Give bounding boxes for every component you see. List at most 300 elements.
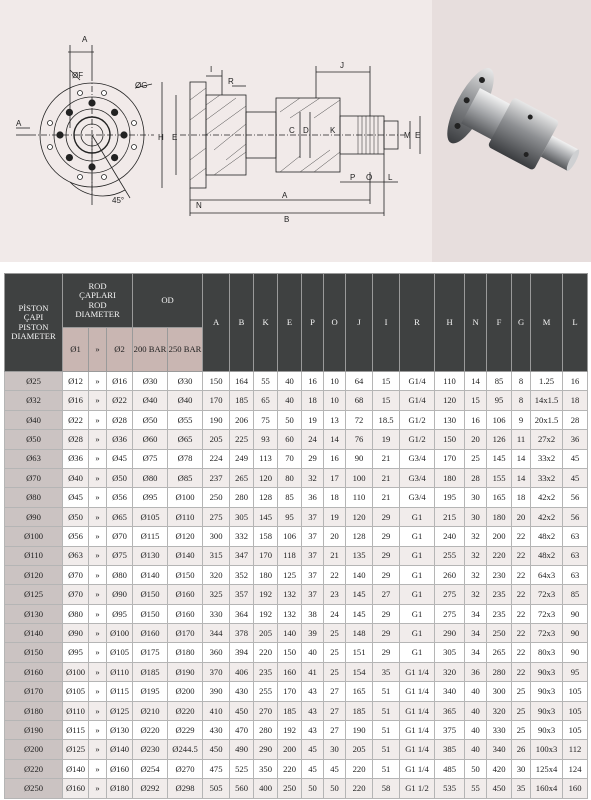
table-cell: 64 <box>346 372 373 391</box>
table-cell: 32 <box>302 468 324 487</box>
table-cell: 357 <box>230 585 254 604</box>
table-row <box>5 565 588 584</box>
table-cell: 140 <box>346 565 373 584</box>
table-cell: Ø200 <box>5 740 63 759</box>
table-cell: Ø70 <box>63 585 89 604</box>
table-cell: Ø55 <box>168 410 203 429</box>
table-cell: » <box>89 430 107 449</box>
table-cell: 95 <box>487 391 512 410</box>
table-row <box>5 546 588 565</box>
table-cell: » <box>89 546 107 565</box>
table-cell: 125 <box>278 565 302 584</box>
table-cell: 35 <box>373 662 400 681</box>
table-cell: 360 <box>203 643 230 662</box>
table-cell: 36 <box>563 430 588 449</box>
header-col-b: B <box>230 274 254 372</box>
table-cell: 200 <box>487 527 512 546</box>
table-cell: 33x2 <box>531 468 563 487</box>
table-cell: 32 <box>465 585 487 604</box>
table-cell: 50 <box>302 779 324 798</box>
header-col-a: A <box>203 274 230 372</box>
table-cell: 63 <box>563 565 588 584</box>
table-cell: Ø150 <box>133 585 168 604</box>
table-cell: Ø70 <box>63 565 89 584</box>
table-cell: 192 <box>278 721 302 740</box>
table-cell: » <box>89 410 107 429</box>
table-cell: 192 <box>254 604 278 623</box>
table-cell: Ø220 <box>168 701 203 720</box>
table-cell: 410 <box>203 701 230 720</box>
table-cell: Ø80 <box>133 468 168 487</box>
table-cell: Ø180 <box>107 779 133 798</box>
table-cell: 105 <box>563 682 588 701</box>
table-cell: 10 <box>324 391 346 410</box>
table-cell: 240 <box>435 527 465 546</box>
header-col-p: P <box>302 274 324 372</box>
table-cell: G1 <box>400 546 435 565</box>
table-cell: 95 <box>563 662 588 681</box>
table-cell: G1 <box>400 604 435 623</box>
table-cell: 205 <box>254 624 278 643</box>
table-cell: 14 <box>465 372 487 391</box>
table-cell: 265 <box>230 468 254 487</box>
table-cell: 20 <box>324 527 346 546</box>
table-cell: 106 <box>278 527 302 546</box>
table-cell: 390 <box>203 682 230 701</box>
table-cell: 50 <box>465 759 487 778</box>
table-cell: 290 <box>435 624 465 643</box>
table-cell: Ø36 <box>63 449 89 468</box>
table-cell: 406 <box>230 662 254 681</box>
table-cell: 230 <box>487 565 512 584</box>
label-e-right: E <box>415 131 421 140</box>
table-cell: 90 <box>563 624 588 643</box>
table-cell: 40 <box>465 740 487 759</box>
table-cell: 170 <box>278 682 302 701</box>
table-cell: 24 <box>302 430 324 449</box>
table-cell: 344 <box>203 624 230 643</box>
table-cell: 23 <box>324 585 346 604</box>
table-cell: 125x4 <box>531 759 563 778</box>
table-cell: 25 <box>465 449 487 468</box>
table-cell: Ø36 <box>107 430 133 449</box>
table-cell: 347 <box>230 546 254 565</box>
table-cell: Ø170 <box>168 624 203 643</box>
table-cell: 224 <box>203 449 230 468</box>
table-cell: Ø110 <box>168 507 203 526</box>
table-cell: G3/4 <box>400 449 435 468</box>
table-cell: 385 <box>435 740 465 759</box>
table-cell: Ø170 <box>5 682 63 701</box>
table-cell: 560 <box>230 779 254 798</box>
header-col-j: J <box>346 274 373 372</box>
table-cell: 475 <box>203 759 230 778</box>
table-cell: 154 <box>346 662 373 681</box>
table-cell: 450 <box>203 740 230 759</box>
table-cell: 43 <box>302 682 324 701</box>
table-cell: 29 <box>373 527 400 546</box>
table-cell: 21 <box>373 468 400 487</box>
table-cell: Ø40 <box>5 410 63 429</box>
table-cell: 43 <box>302 701 324 720</box>
table-row <box>5 507 588 526</box>
table-cell: 27 <box>324 682 346 701</box>
table-cell: 34 <box>465 643 487 662</box>
table-cell: 485 <box>435 759 465 778</box>
table-cell: 370 <box>203 662 230 681</box>
table-cell: 42x2 <box>531 507 563 526</box>
drawing-labels <box>16 35 420 224</box>
table-cell: 37 <box>302 546 324 565</box>
table-row <box>5 759 588 778</box>
table-cell: G3/4 <box>400 468 435 487</box>
table-cell: 375 <box>435 721 465 740</box>
table-cell: 37 <box>302 585 324 604</box>
table-cell: 132 <box>278 585 302 604</box>
table-cell: 151 <box>346 643 373 662</box>
table-cell: G1 <box>400 565 435 584</box>
table-cell: 535 <box>435 779 465 798</box>
table-cell: Ø150 <box>5 643 63 662</box>
header-col-e: E <box>278 274 302 372</box>
table-cell: 43 <box>302 721 324 740</box>
label-f: ØF <box>72 71 84 80</box>
table-cell: 63 <box>563 527 588 546</box>
table-cell: 38 <box>302 604 324 623</box>
label-o: O <box>366 173 373 182</box>
cylinder-drawing <box>0 0 432 262</box>
table-cell: 95 <box>278 507 302 526</box>
header-col-o: O <box>324 274 346 372</box>
table-cell: 50 <box>324 779 346 798</box>
table-cell: 18 <box>563 391 588 410</box>
header-col-k: K <box>254 274 278 372</box>
header-col-r: R <box>400 274 435 372</box>
table-cell: 220 <box>487 546 512 565</box>
table-cell: 128 <box>254 488 278 507</box>
label-a-bottom: A <box>282 191 288 200</box>
table-cell: Ø90 <box>63 624 89 643</box>
header-col-g: G <box>512 274 531 372</box>
table-cell: 29 <box>302 449 324 468</box>
table-cell: 70 <box>278 449 302 468</box>
table-cell: Ø28 <box>107 410 133 429</box>
table-cell: » <box>89 740 107 759</box>
table-cell: 150 <box>278 643 302 662</box>
table-cell: 72 <box>346 410 373 429</box>
table-cell: 185 <box>346 701 373 720</box>
table-cell: 65 <box>254 391 278 410</box>
table-cell: » <box>89 391 107 410</box>
table-cell: 36 <box>465 662 487 681</box>
table-cell: 249 <box>230 449 254 468</box>
table-cell: 17 <box>324 468 346 487</box>
table-cell: 56 <box>563 507 588 526</box>
header-col-i: I <box>373 274 400 372</box>
table-cell: 45 <box>302 759 324 778</box>
table-cell: » <box>89 604 107 623</box>
table-cell: 180 <box>487 507 512 526</box>
table-cell: 30 <box>465 488 487 507</box>
table-cell: 170 <box>435 449 465 468</box>
table-cell: 72x3 <box>531 604 563 623</box>
header-od: OD <box>133 274 203 328</box>
table-cell: Ø130 <box>107 721 133 740</box>
table-cell: 364 <box>230 604 254 623</box>
table-cell: Ø140 <box>5 624 63 643</box>
table-cell: 113 <box>254 449 278 468</box>
table-cell: G1 1/4 <box>400 701 435 720</box>
table-cell: Ø100 <box>168 488 203 507</box>
table-cell: 120 <box>346 507 373 526</box>
table-cell: 330 <box>487 721 512 740</box>
table-cell: 18.5 <box>373 410 400 429</box>
table-cell: 105 <box>563 701 588 720</box>
table-cell: 164 <box>230 372 254 391</box>
table-cell: 36 <box>302 488 324 507</box>
label-i: I <box>210 65 213 74</box>
table-cell: G1 <box>400 507 435 526</box>
table-cell: 72x3 <box>531 585 563 604</box>
table-cell: 100x3 <box>531 740 563 759</box>
table-cell: G1/4 <box>400 372 435 391</box>
table-cell: 128 <box>346 527 373 546</box>
table-cell: 85 <box>278 488 302 507</box>
table-cell: 13 <box>324 410 346 429</box>
table-cell: » <box>89 449 107 468</box>
table-cell: 255 <box>254 682 278 701</box>
table-cell: Ø120 <box>5 565 63 584</box>
table-row <box>5 662 588 681</box>
table-cell: 58 <box>373 779 400 798</box>
table-cell: 29 <box>373 604 400 623</box>
table-cell: 22 <box>512 585 531 604</box>
table-cell: » <box>89 721 107 740</box>
table-cell: 25 <box>324 624 346 643</box>
table-cell: Ø95 <box>63 643 89 662</box>
table-cell: 51 <box>373 682 400 701</box>
table-cell: 118 <box>278 546 302 565</box>
table-cell: » <box>89 682 107 701</box>
table-cell: 90x3 <box>531 721 563 740</box>
table-cell: 120 <box>254 468 278 487</box>
table-cell: 255 <box>435 546 465 565</box>
table-cell: Ø65 <box>168 430 203 449</box>
table-cell: 135 <box>346 546 373 565</box>
table-cell: Ø244.5 <box>168 740 203 759</box>
table-cell: 25 <box>512 701 531 720</box>
product-photo <box>432 0 591 262</box>
table-cell: 51 <box>373 759 400 778</box>
table-cell: 148 <box>346 624 373 643</box>
table-cell: Ø40 <box>63 468 89 487</box>
table-cell: » <box>89 779 107 798</box>
table-cell: G1 1/4 <box>400 740 435 759</box>
label-p: P <box>350 173 356 182</box>
table-cell: 205 <box>346 740 373 759</box>
table-cell: 250 <box>203 488 230 507</box>
table-cell: 22 <box>512 527 531 546</box>
table-cell: 430 <box>203 721 230 740</box>
table-cell: 525 <box>230 759 254 778</box>
table-cell: Ø130 <box>133 546 168 565</box>
table-row <box>5 585 588 604</box>
table-cell: 19 <box>373 430 400 449</box>
table-cell: 27x2 <box>531 430 563 449</box>
table-cell: Ø25 <box>5 372 63 391</box>
table-cell: G1 <box>400 585 435 604</box>
table-cell: Ø160 <box>5 662 63 681</box>
table-cell: G1/2 <box>400 430 435 449</box>
table-cell: 18 <box>302 391 324 410</box>
table-cell: 14 <box>324 430 346 449</box>
table-cell: 40 <box>465 701 487 720</box>
table-cell: 15 <box>373 372 400 391</box>
label-d: D <box>303 126 309 135</box>
table-cell: 22 <box>324 565 346 584</box>
table-cell: 430 <box>230 682 254 701</box>
table-cell: 22 <box>512 604 531 623</box>
table-cell: Ø254 <box>133 759 168 778</box>
table-cell: 132 <box>278 604 302 623</box>
label-k: K <box>330 126 336 135</box>
table-cell: G1 1/4 <box>400 721 435 740</box>
table-cell: 29 <box>373 546 400 565</box>
table-cell: Ø56 <box>63 527 89 546</box>
table-cell: 22 <box>512 565 531 584</box>
table-row <box>5 740 588 759</box>
table-cell: 505 <box>203 779 230 798</box>
table-cell: 37 <box>302 527 324 546</box>
table-cell: Ø125 <box>107 701 133 720</box>
table-cell: 220 <box>346 759 373 778</box>
table-cell: 160 <box>563 779 588 798</box>
table-cell: 275 <box>435 585 465 604</box>
table-cell: 130 <box>435 410 465 429</box>
table-cell: » <box>89 372 107 391</box>
table-cell: 190 <box>203 410 230 429</box>
table-cell: 18 <box>324 488 346 507</box>
table-cell: Ø22 <box>63 410 89 429</box>
table-cell: Ø115 <box>63 721 89 740</box>
table-cell: 235 <box>254 662 278 681</box>
table-cell: 28 <box>563 410 588 429</box>
table-cell: 265 <box>487 643 512 662</box>
table-cell: Ø45 <box>63 488 89 507</box>
table-cell: 40 <box>465 682 487 701</box>
table-cell: Ø95 <box>107 604 133 623</box>
table-cell: 30 <box>512 759 531 778</box>
table-cell: Ø100 <box>5 527 63 546</box>
table-cell: 37 <box>302 565 324 584</box>
table-cell: 145 <box>487 449 512 468</box>
table-cell: 18 <box>512 488 531 507</box>
table-cell: Ø75 <box>107 546 133 565</box>
table-cell: G1/4 <box>400 391 435 410</box>
table-cell: Ø85 <box>168 468 203 487</box>
table-cell: 145 <box>346 585 373 604</box>
table-cell: 180 <box>254 565 278 584</box>
table-cell: 9 <box>512 410 531 429</box>
table-cell: Ø175 <box>133 643 168 662</box>
table-cell: 19 <box>302 410 324 429</box>
table-cell: 185 <box>230 391 254 410</box>
table-cell: 40 <box>465 721 487 740</box>
table-cell: Ø60 <box>133 430 168 449</box>
table-cell: Ø115 <box>107 682 133 701</box>
table-cell: 280 <box>254 721 278 740</box>
table-row <box>5 468 588 487</box>
table-cell: 34 <box>465 624 487 643</box>
table-cell: 51 <box>373 740 400 759</box>
table-cell: 42x2 <box>531 488 563 507</box>
table-cell: 315 <box>203 546 230 565</box>
table-cell: 34 <box>465 604 487 623</box>
header-col-m: M <box>531 274 563 372</box>
table-cell: 29 <box>373 507 400 526</box>
table-cell: » <box>89 565 107 584</box>
table-cell: Ø250 <box>5 779 63 798</box>
table-cell: Ø80 <box>107 565 133 584</box>
table-row <box>5 449 588 468</box>
table-cell: Ø90 <box>5 507 63 526</box>
table-cell: 21 <box>373 449 400 468</box>
table-cell: 106 <box>487 410 512 429</box>
table-cell: 40 <box>278 391 302 410</box>
table-cell: 105 <box>563 721 588 740</box>
table-cell: 20 <box>465 430 487 449</box>
table-cell: 325 <box>203 585 230 604</box>
header-rod-d2: Ø2 <box>107 328 133 372</box>
table-cell: 48x2 <box>531 546 563 565</box>
label-angle: 45° <box>112 196 125 205</box>
table-cell: 190 <box>346 721 373 740</box>
table-cell: Ø180 <box>168 643 203 662</box>
table-cell: 365 <box>435 701 465 720</box>
table-cell: 15 <box>373 391 400 410</box>
table-cell: » <box>89 488 107 507</box>
table-cell: 25 <box>324 662 346 681</box>
table-cell: 14 <box>512 449 531 468</box>
table-cell: 320 <box>203 565 230 584</box>
table-cell: 30 <box>465 507 487 526</box>
table-cell: 170 <box>254 546 278 565</box>
table-cell: 90 <box>563 604 588 623</box>
label-a-top: A <box>82 35 88 44</box>
table-row <box>5 624 588 643</box>
table-cell: Ø110 <box>63 701 89 720</box>
table-cell: Ø30 <box>168 372 203 391</box>
table-cell: » <box>89 624 107 643</box>
table-cell: 394 <box>230 643 254 662</box>
label-c: C <box>289 126 295 135</box>
table-cell: 90 <box>563 643 588 662</box>
table-cell: 250 <box>278 779 302 798</box>
table-cell: 93 <box>254 430 278 449</box>
table-cell: Ø115 <box>133 527 168 546</box>
table-cell: 205 <box>203 430 230 449</box>
table-cell: Ø120 <box>168 527 203 546</box>
table-cell: 305 <box>230 507 254 526</box>
table-cell: 63 <box>563 546 588 565</box>
table-cell: 32 <box>465 565 487 584</box>
table-cell: 29 <box>373 624 400 643</box>
label-j: J <box>340 61 344 70</box>
table-cell: G1 1/2 <box>400 779 435 798</box>
label-h: H <box>158 133 164 142</box>
table-cell: » <box>89 701 107 720</box>
header-col-n: N <box>465 274 487 372</box>
